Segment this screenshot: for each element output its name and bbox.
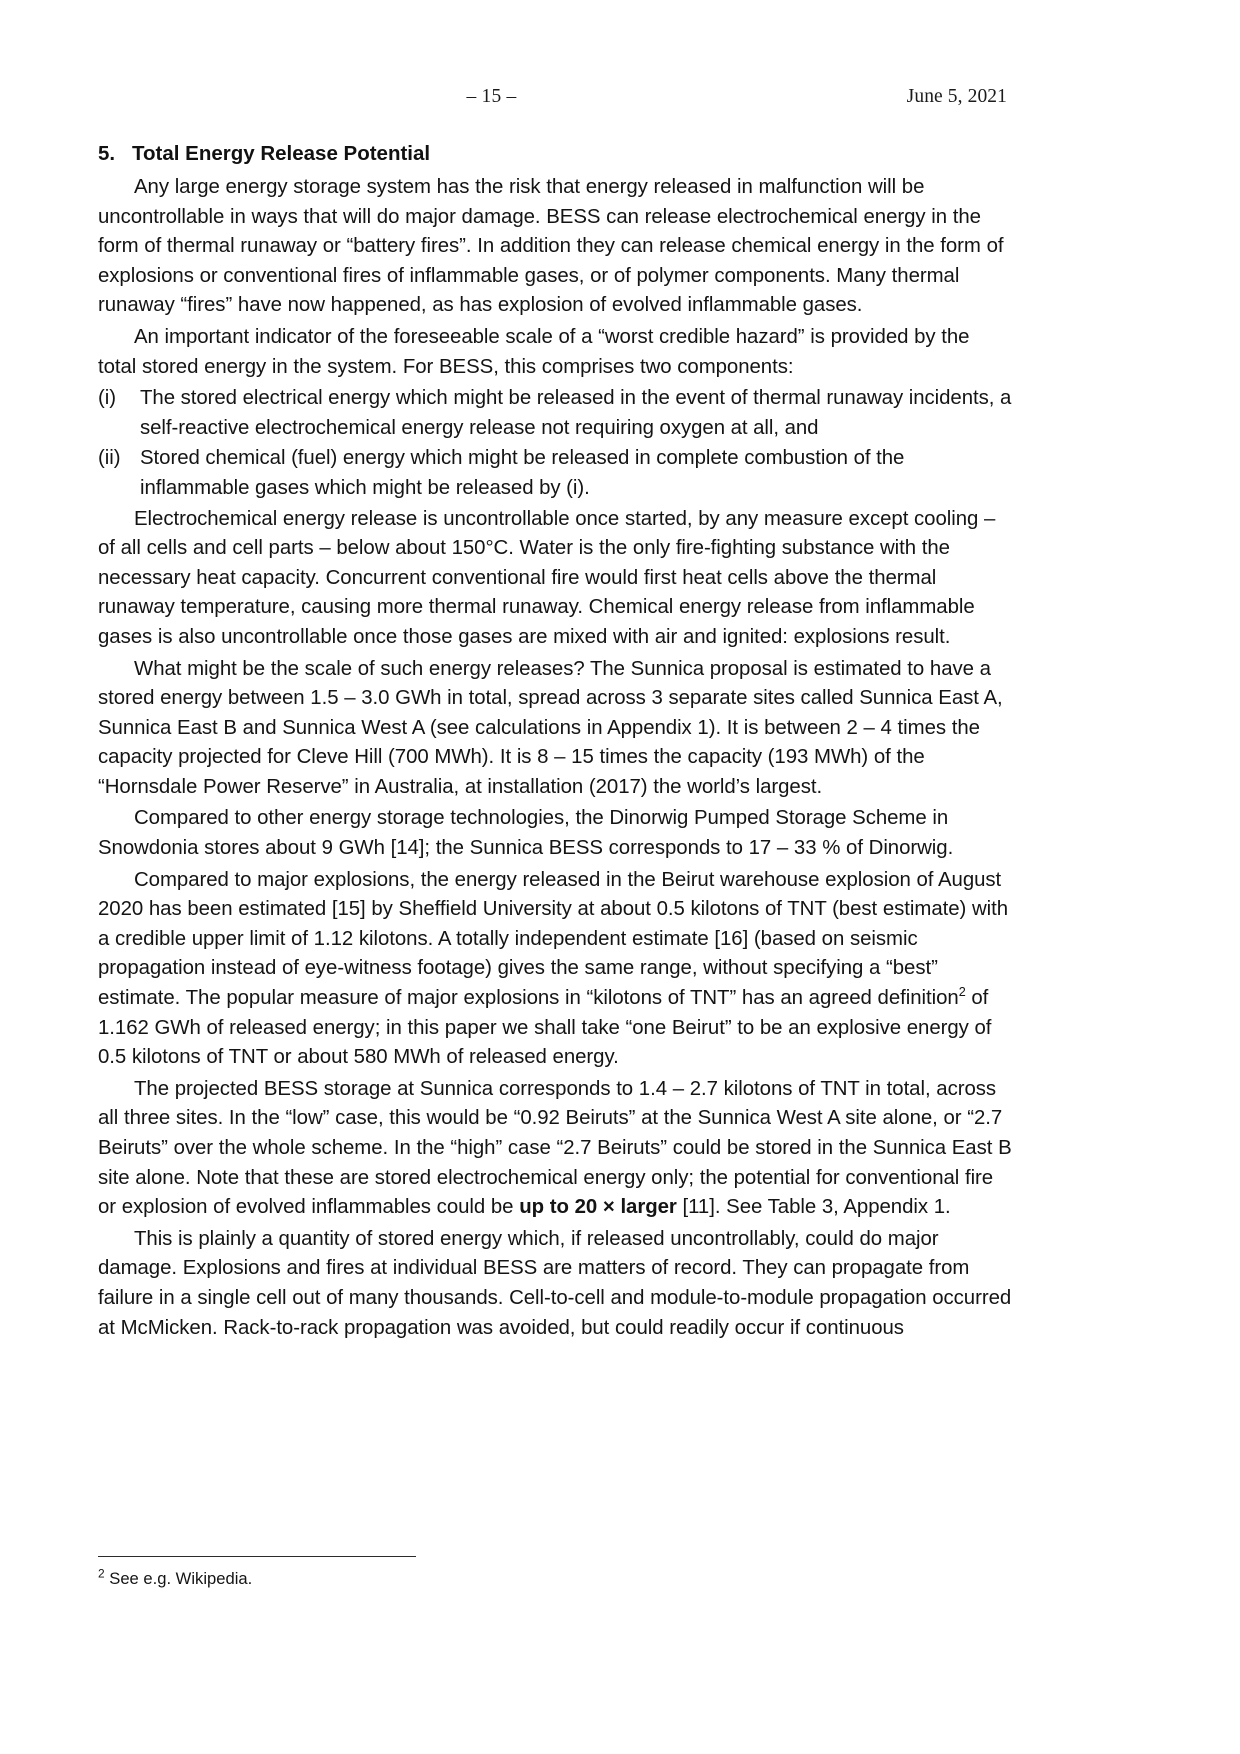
- paragraph-dinorwig: Compared to other energy storage technologies, the Dinorwig Pumped Storage Scheme in Snowdonia stores about 9 GWh [14]; the Sunnica BESS corresponds to 17 – 33 % of Dinorwig.: [98, 807, 954, 860]
- footnote: [98, 1568, 1013, 1590]
- page-number: – 15 –: [466, 86, 517, 107]
- footnote-reference: 2: [958, 985, 966, 1000]
- running-head: [98, 86, 1013, 120]
- page-content: [98, 86, 1013, 1345]
- components-list: [98, 384, 1013, 503]
- sunnica-text-part2: [11]. See Table 3, Appendix 1.: [676, 1196, 951, 1219]
- list-item-text: Stored chemical (fuel) energy which might be released in complete combustion of the inflammable gases which might be released by (i).: [140, 447, 905, 499]
- section-title: Total Energy Release Potential: [132, 142, 431, 165]
- sunnica-emphasis: up to 20 × larger: [519, 1196, 677, 1219]
- paragraph-electrochemical: Electrochemical energy release is uncontrollable once started, by any measure except cooling – of all cells and cell parts – below about 150°C. Water is the only fire-fighting substance with the necessary heat capacity. Concurrent conventional fire would first heat cells above the thermal runaway temperature, causing more thermal runaway. Chemical energy release from inflammable gases is also uncontrollable once those gases are mixed with air and ignited: explosions result.: [98, 507, 996, 648]
- document-date: June 5, 2021: [906, 86, 1007, 107]
- section-number: 5.: [98, 142, 116, 165]
- list-item: [98, 384, 1013, 443]
- paragraph-intro: Any large energy storage system has the risk that energy released in malfunction will be uncontrollable in ways that will do major damage. BESS can release electrochemical energy in the form of thermal runaway or “battery fires”. In addition they can release chemical energy in the form of explosions or conventional fires of inflammable gases, or of polymer components. Many thermal runaway “fires” have now happened, as has explosion of evolved inflammable gases.: [98, 176, 1004, 317]
- paragraph-beirut: [98, 866, 1013, 1073]
- paragraph-scale: What might be the scale of such energy releases? The Sunnica proposal is estimated to have a stored energy between 1.5 – 3.0 GWh in total, spread across 3 separate sites called Sunnica East A, Sunnica East B and Sunnica West A (see calculations in Appendix 1). It is between 2 – 4 times the capacity projected for Cleve Hill (700 MWh). It is 8 – 15 times the capacity (193 MWh) of the “Hornsdale Power Reserve” in Australia, at installation (2017) the world’s largest.: [98, 657, 1003, 798]
- paragraph-sunnica-storage: [98, 1075, 1013, 1223]
- list-item: [98, 444, 1013, 503]
- footnote-separator: [98, 1556, 416, 1557]
- list-item-marker: (i): [98, 387, 116, 410]
- list-item-text: The stored electrical energy which might be released in the event of thermal runaway incidents, a self-reactive electrochemical energy release not requiring oxygen at all, and: [140, 387, 1012, 439]
- paragraph-propagation: This is plainly a quantity of stored energy which, if released uncontrollably, could do major damage. Explosions and fires at individual BESS are matters of record. They can propagate from failure in a single cell out of many thousands. Cell-to-cell and module-to-module propagation occurred at McMicken. Rack-to-rack propagation was avoided, but could readily occur if continuous: [98, 1227, 1012, 1339]
- list-item-marker: (ii): [98, 447, 121, 470]
- beirut-text-part1: Compared to major explosions, the energy released in the Beirut warehouse explosion of August 2020 has been estimated [15] by Sheffield University at about 0.5 kilotons of TNT (best estimate) with a credible upper limit of 1.12 kilotons. A totally independent estimate [16] (based on seismic propagation instead of eye-witness footage) gives the same range, without specifying a “best” estimate. The popular measure of major explosions in “kilotons of TNT” has an agreed definition: [98, 868, 1009, 1010]
- footnote-area: [98, 1556, 1013, 1590]
- paragraph-indicator: An important indicator of the foreseeable scale of a “worst credible hazard” is provided by the total stored energy in the system. For BESS, this comprises two components:: [98, 325, 970, 378]
- beirut-text-part2: of 1.162 GWh of released energy; in this paper we shall take “one Beirut” to be an explosive energy of 0.5 kilotons of TNT or about 580 MWh of released energy.: [98, 987, 992, 1069]
- sunnica-text-part1: The projected BESS storage at Sunnica corresponds to 1.4 – 2.7 kilotons of TNT in total, across all three sites. In the “low” case, this would be “0.92 Beiruts” at the Sunnica West A site alone, or “2.7 Beiruts” over the whole scheme. In the “high” case “2.7 Beiruts” could be stored in the Sunnica East B site alone. Note that these are stored electrochemical energy only; the potential for conventional fire or explosion of evolved inflammables could be: [98, 1077, 1012, 1219]
- footnote-marker: 2: [98, 1566, 105, 1581]
- section-heading: [98, 142, 1013, 166]
- footnote-body: See e.g. Wikipedia.: [104, 1569, 253, 1588]
